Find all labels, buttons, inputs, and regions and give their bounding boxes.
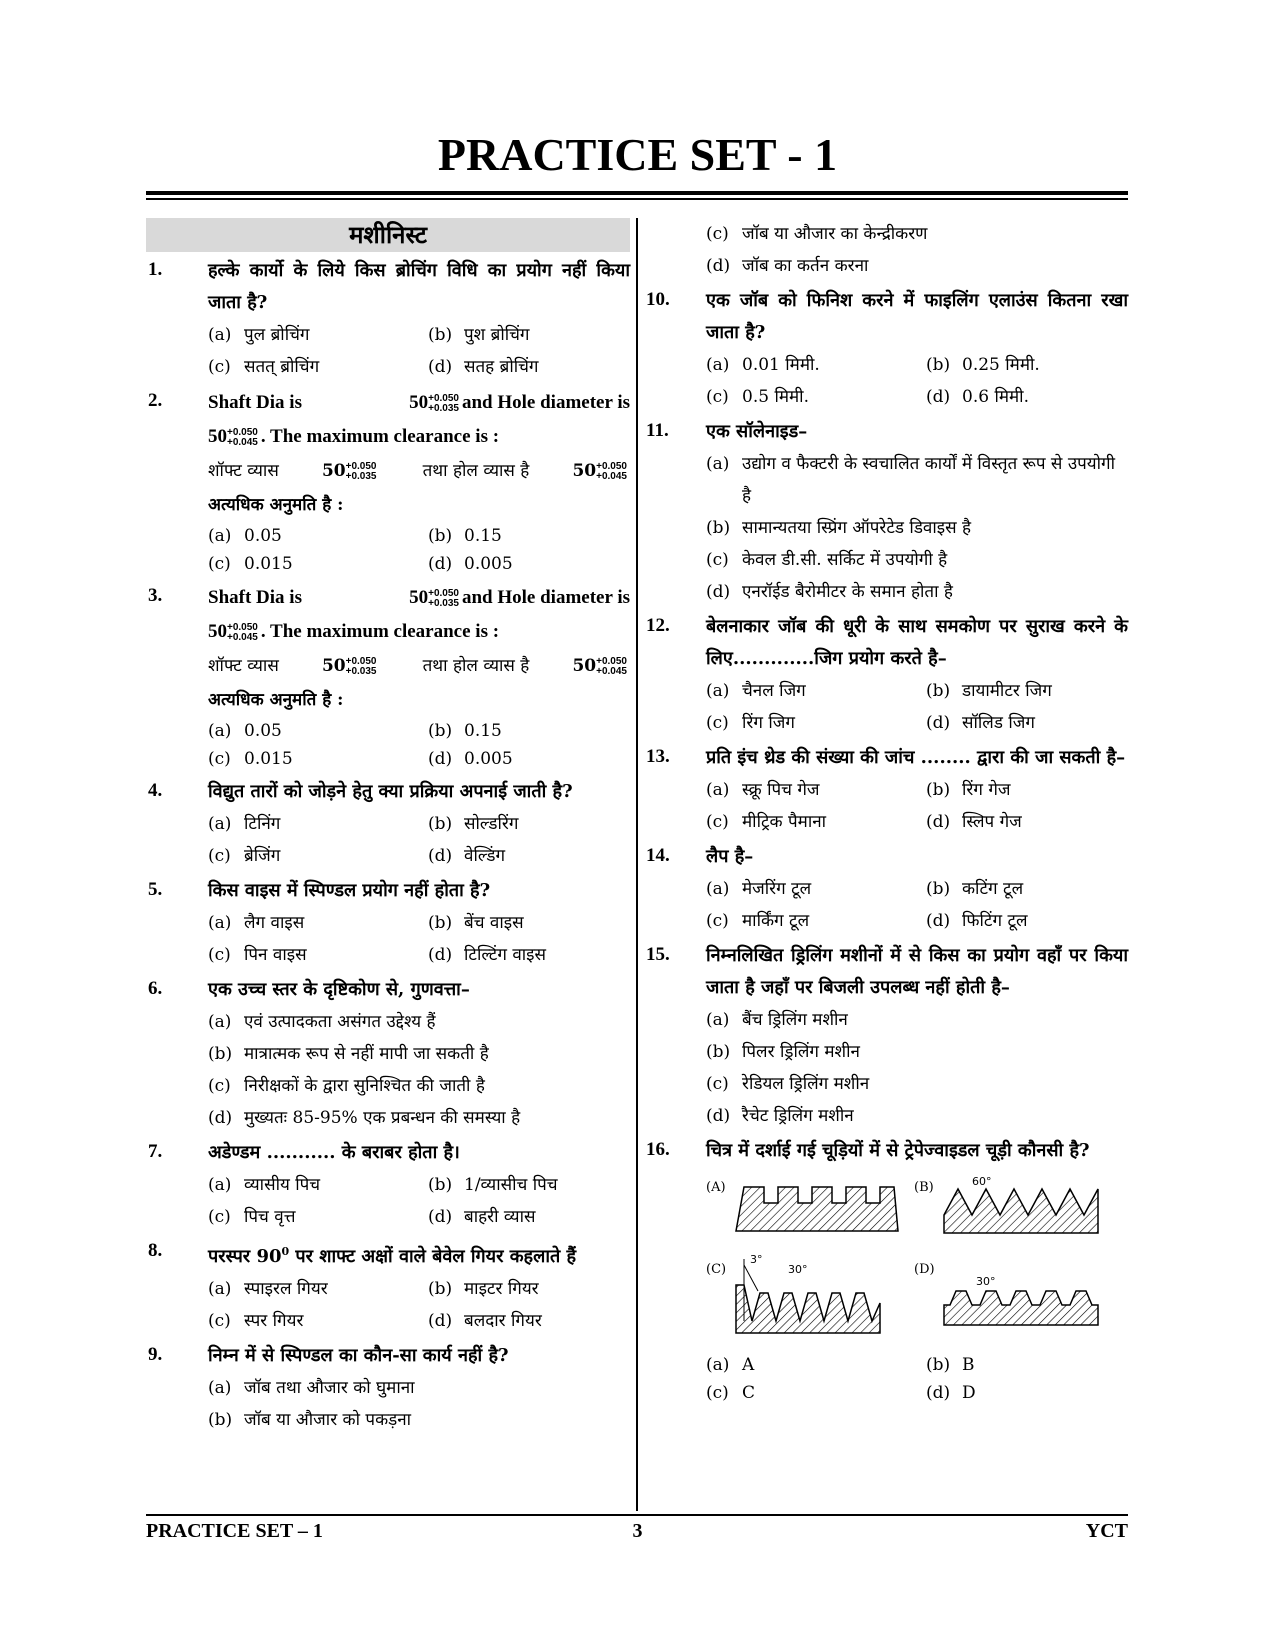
option-d: (d) सॉलिड जिग (926, 713, 1035, 733)
option-a: (a) चैनल जिग (706, 681, 806, 701)
option-b: (b) 1/व्यासीच पिच (428, 1175, 558, 1195)
page-number: 3 (632, 1520, 643, 1542)
option-c: (c) स्पर गियर (208, 1311, 304, 1331)
option-b: (b) डायामीटर जिग (926, 681, 1052, 701)
option-d: (d) स्लिप गेज (926, 812, 1022, 832)
option-b: (b) बेंच वाइस (428, 913, 524, 933)
option-c: (c) मार्किंग टूल (706, 911, 810, 931)
angle-label-b: 60° (972, 1175, 992, 1188)
question-text: एक जॉब को फिनिश करने में फाइलिंग एलाउंस कितना रखा जाता है? (706, 290, 1128, 343)
question-8 (146, 1236, 630, 1337)
question-number: 11. (646, 420, 669, 441)
question-number: 9. (148, 1344, 163, 1365)
question-12 (644, 611, 1128, 739)
option-c: (c) जॉब या औजार का केन्द्रीकरण (706, 224, 928, 244)
option-d: (d) वेल्डिंग (428, 846, 506, 866)
option-d: (d) 0.005 (428, 554, 513, 574)
option-b: (b) सोल्डरिंग (428, 814, 519, 834)
footer-right: YCT (1085, 1520, 1128, 1542)
option-a: (a) A (706, 1355, 755, 1375)
question-11 (644, 416, 1128, 608)
option-d: (d) फिटिंग टूल (926, 911, 1028, 931)
figure-label-a: (A) (706, 1180, 726, 1195)
dimension-line (744, 1265, 758, 1291)
option-a: (a) मेजरिंग टूल (706, 879, 812, 899)
option-b: (b) सामान्यतया स्प्रिंग ऑपरेटेड डिवाइस है (706, 518, 972, 538)
question-number: 8. (148, 1240, 163, 1261)
footer-rule (146, 1514, 1128, 1516)
question-number: 15. (646, 944, 670, 965)
v-thread-profile (944, 1189, 1098, 1233)
trapezoidal-thread-profile (944, 1291, 1098, 1325)
option-b: (b) B (926, 1355, 975, 1375)
thread-profiles-figure (706, 1173, 1128, 1347)
figure-label-c: (C) (706, 1262, 727, 1277)
option-d: (d) एनरॉईड बैरोमीटर के समान होता है (706, 582, 953, 602)
option-c: (c) पिच वृत्त (208, 1207, 296, 1227)
option-d: (d) सतह ब्रोचिंग (428, 357, 539, 377)
option-c: (c) निरीक्षकों के द्वारा सुनिश्चित की जाती है (208, 1076, 485, 1096)
question-number: 14. (646, 845, 670, 866)
question-1 (146, 255, 630, 383)
question-number: 1. (148, 259, 163, 280)
buttress-thread-profile (736, 1285, 880, 1333)
option-a: (a) व्यासीय पिच (208, 1175, 321, 1195)
question-text: एक उच्च स्तर के दृष्टिकोण से, गुणवत्ता– (208, 979, 470, 1000)
option-c: (c) 0.5 मिमी. (706, 387, 809, 407)
option-a: (a) स्क्रू पिच गेज (706, 780, 820, 800)
angle-label-d: 30° (976, 1275, 996, 1288)
question-text: Shaft Dia is 50+0.050 +0.035 and Hole diameter is 50+0.050 +0.045 . The maximum clearance is : शॉफ्ट व्यास 50+0.050 +0.035 तथा होल व्यास है 50+0.050 +0.045 अत्यधिक अनुमति है : (208, 587, 630, 710)
question-15 (644, 940, 1128, 1132)
option-b: (b) कटिंग टूल (926, 879, 1024, 899)
question-9 (146, 1340, 630, 1436)
option-d: (d) D (926, 1383, 976, 1403)
question-16 (644, 1135, 1128, 1407)
question-text: हल्के कार्यो के लिये किस ब्रोचिंग विधि का प्रयोग नहीं किया जाता है? (208, 260, 630, 313)
question-number: 10. (646, 289, 670, 310)
section-heading: मशीनिस्ट (146, 218, 630, 252)
question-text: लैप है– (706, 846, 754, 867)
option-b: (b) माइटर गियर (428, 1279, 539, 1299)
option-c: (c) 0.015 (208, 749, 293, 769)
option-b: (b) 0.25 मिमी. (926, 355, 1040, 375)
column-divider (636, 218, 638, 1511)
question-14 (644, 841, 1128, 937)
thread-diagram (706, 1173, 1126, 1343)
question-2 (146, 386, 630, 578)
figure-label-b: (B) (914, 1180, 934, 1195)
question-3 (146, 581, 630, 773)
option-c: (c) ब्रेजिंग (208, 846, 281, 866)
option-a: (a) टिनिंग (208, 814, 281, 834)
question-text: Shaft Dia is 50+0.050 +0.035 and Hole diameter is 50+0.050 +0.045 . The maximum clearance is : शॉफ्ट व्यास 50+0.050 +0.035 तथा होल व्यास है 50+0.050 +0.045 अत्यधिक अनुमति है : (208, 392, 630, 515)
option-d: (d) बलदार गियर (428, 1311, 542, 1331)
question-number: 3. (148, 585, 163, 606)
question-number: 2. (148, 390, 163, 411)
option-b: (b) 0.15 (428, 721, 502, 741)
option-c: (c) केवल डी.सी. सर्किट में उपयोगी है (706, 550, 948, 570)
question-number: 7. (148, 1141, 163, 1162)
option-d: (d) रैचेट ड्रिलिंग मशीन (706, 1106, 854, 1126)
option-d: (d) 0.005 (428, 749, 513, 769)
option-a: (a) 0.01 मिमी. (706, 355, 820, 375)
option-c: (c) रेडियल ड्रिलिंग मशीन (706, 1074, 870, 1094)
question-number: 4. (148, 780, 163, 801)
option-d: (d) मुख्यतः 85-95% एक प्रबन्धन की समस्या है (208, 1108, 521, 1128)
option-a: (a) पुल ब्रोचिंग (208, 325, 310, 345)
question-4 (146, 776, 630, 872)
question-number: 5. (148, 879, 163, 900)
option-b: (b) रिंग गेज (926, 780, 1011, 800)
option-b: (b) पिलर ड्रिलिंग मशीन (706, 1042, 860, 1062)
option-a: (a) लैग वाइस (208, 913, 305, 933)
option-c: (c) रिंग जिग (706, 713, 795, 733)
figure-label-d: (D) (914, 1262, 935, 1277)
question-text: चित्र में दर्शाई गई चूड़ियों में से ट्रेपेज्वाइडल चूड़ी कौनसी है? (706, 1140, 1090, 1161)
question-number: 12. (646, 615, 670, 636)
option-c: (c) C (706, 1383, 756, 1403)
option-b: (b) 0.15 (428, 526, 502, 546)
option-a: (a) बैंच ड्रिलिंग मशीन (706, 1010, 848, 1030)
option-c: (c) मीट्रिक पैमाना (706, 812, 827, 832)
question-text: विद्युत तारों को जोड़ने हेतु क्या प्रक्रिया अपनाई जाती है? (208, 781, 573, 802)
option-b: (b) पुश ब्रोचिंग (428, 325, 530, 345)
question-6 (146, 974, 630, 1134)
option-a: (a) जॉब तथा औजार को घुमाना (208, 1378, 415, 1398)
option-a: (a) 0.05 (208, 721, 282, 741)
question-7 (146, 1137, 630, 1233)
option-d: (d) बाहरी व्यास (428, 1207, 536, 1227)
question-text: अडेण्डम ........... के बराबर होता है। (208, 1142, 460, 1163)
question-number: 6. (148, 978, 163, 999)
question-number: 16. (646, 1139, 670, 1160)
question-text: एक सॉलेनाइड– (706, 421, 808, 442)
option-c: (c) सतत् ब्रोचिंग (208, 357, 320, 377)
option-c: (c) पिन वाइस (208, 945, 307, 965)
option-a: (a) 0.05 (208, 526, 282, 546)
title-rule (146, 191, 1128, 195)
left-column (146, 218, 630, 1436)
question-text: किस वाइस में स्पिण्डल प्रयोग नहीं होता है? (208, 880, 491, 901)
option-d: (d) 0.6 मिमी. (926, 387, 1029, 407)
option-d: (d) टिल्टिंग वाइस (428, 945, 547, 965)
option-c: (c) 0.015 (208, 554, 293, 574)
question-10 (644, 285, 1128, 413)
footer-left: PRACTICE SET – 1 (146, 1520, 323, 1542)
option-b: (b) जॉब या औजार को पकड़ना (208, 1410, 412, 1430)
question-text: निम्न में से स्पिण्डल का कौन-सा कार्य नहीं है? (208, 1345, 509, 1366)
option-a: (a) एवं उत्पादकता असंगत उद्देश्य हैं (208, 1012, 436, 1032)
question-13 (644, 742, 1128, 838)
right-column (644, 218, 1128, 1407)
question-9-continued (644, 218, 1128, 282)
title-rule-thin (146, 198, 1128, 200)
angle-label-c2: 30° (788, 1263, 808, 1276)
option-a: (a) स्पाइरल गियर (208, 1279, 328, 1299)
question-number: 13. (646, 746, 670, 767)
square-thread-profile (736, 1187, 898, 1231)
question-text: परस्पर $90^0$ पर शाफ्ट अक्षों वाले बेवेल गियर कहलाते हैं (208, 1245, 577, 1267)
angle-label-c1: 3° (750, 1253, 763, 1266)
question-5 (146, 875, 630, 971)
page-title: PRACTICE SET - 1 (437, 129, 838, 180)
option-d: (d) जॉब का कर्तन करना (706, 256, 869, 276)
option-b: (b) मात्रात्मक रूप से नहीं मापी जा सकती है (208, 1044, 489, 1064)
option-a: (a) उद्योग व फैक्टरी के स्वचालित कार्यों में विस्तृत रूप से उपयोगी है (706, 454, 1116, 506)
question-text: प्रति इंच थ्रेड की संख्या की जांच ........ द्वारा की जा सकती है– (706, 747, 1126, 768)
question-text: निम्नलिखित ड्रिलिंग मशीनों में से किस का प्रयोग वहाँ पर किया जाता है जहाँ पर बिजली उपलब्ध नहीं होती है– (706, 945, 1128, 998)
question-text: बेलनाकार जॉब की धूरी के साथ समकोण पर सुराख करने के लिए.............जिग प्रयोग करते है– (706, 616, 1128, 669)
